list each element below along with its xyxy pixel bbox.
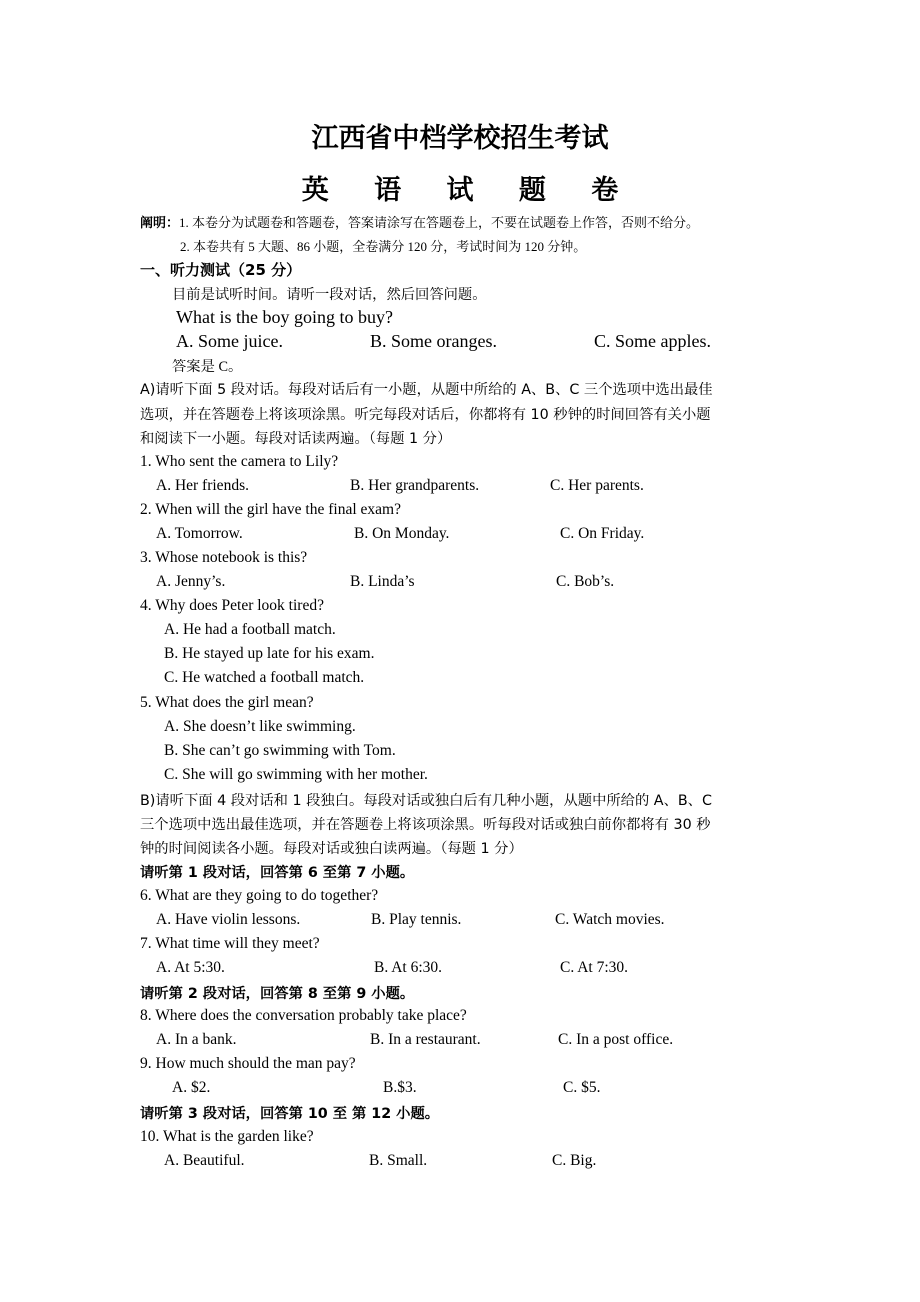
partB-line-1: B)请听下面 4 段对话和 1 段独白。每段对话或独白后有几种小题，从题中所给的 A、B、C — [140, 793, 712, 809]
q5-option-c: C. She will go swimming with her mother. — [164, 766, 428, 783]
q10-option-c: C. Big. — [552, 1152, 597, 1169]
trial-intro: 目前是试听时间。请听一段对话，然后回答问题。 — [172, 287, 487, 303]
q5-option-b: B. She can’t go swimming with Tom. — [164, 742, 396, 759]
question-9: 9. How much should the man pay? — [140, 1055, 356, 1072]
partA-line-1: A)请听下面 5 段对话。每段对话后有一小题，从题中所给的 A、B、C 三个选项中选出最佳 — [140, 382, 713, 398]
q10-option-b: B. Small. — [369, 1152, 428, 1169]
q8-option-a: A. In a bank. — [156, 1031, 237, 1048]
partB-line-2: 三个选项中选出最佳选项，并在答题卷上将该项涂黑。听每段对话或独白前你都将有 30 秒 — [140, 817, 711, 833]
trial-option-a: A. Some juice. — [176, 331, 283, 351]
q7-option-a: A. At 5:30. — [156, 959, 225, 976]
question-2: 2. When will the girl have the final exam? — [140, 501, 401, 518]
dialog-header-2: 请听第 2 段对话，回答第 8 至第 9 小题。 — [140, 986, 415, 1002]
q6-option-a: A. Have violin lessons. — [156, 911, 301, 928]
q6-option-b: B. Play tennis. — [371, 911, 462, 928]
partA-line-2: 选项，并在答题卷上将该项涂黑。听完每段对话后，你都将有 10 秒钟的时间回答有关小题 — [140, 407, 711, 423]
q3-option-c: C. Bob’s. — [556, 573, 615, 590]
q1-option-a: A. Her friends. — [156, 477, 249, 494]
q8-option-c: C. In a post office. — [558, 1031, 674, 1048]
q9-option-a: A. $2. — [172, 1079, 211, 1096]
q3-option-b: B. Linda’s — [350, 573, 415, 590]
trial-option-b: B. Some oranges. — [370, 331, 497, 351]
q4-option-a: A. He had a football match. — [164, 621, 336, 638]
question-10: 10. What is the garden like? — [140, 1128, 314, 1145]
question-8: 8. Where does the conversation probably take place? — [140, 1007, 467, 1024]
section-heading: 一、听力测试（25 分） — [140, 261, 302, 279]
note-1: 1. 本卷分为试题卷和答题卷，答案请涂写在答题卷上，不要在试题卷上作答，否则不给分。 — [179, 215, 700, 230]
partB-line-3: 钟的时间阅读各小题。每段对话或独白读两遍。（每题 1 分） — [140, 841, 523, 857]
question-4: 4. Why does Peter look tired? — [140, 597, 324, 614]
note-label: 阐明： — [140, 216, 180, 231]
q9-option-c: C. $5. — [563, 1079, 601, 1096]
question-3: 3. Whose notebook is this? — [140, 549, 308, 566]
q5-option-a: A. She doesn’t like swimming. — [164, 718, 356, 735]
q6-option-c: C. Watch movies. — [555, 911, 665, 928]
exam-title: 江西省中档学校招生考试 — [311, 123, 609, 154]
q2-option-a: A. Tomorrow. — [156, 525, 243, 542]
note-2: 2. 本卷共有 5 大题、86 小题，全卷满分 120 分，考试时间为 120 分钟。 — [180, 239, 587, 254]
q4-option-b: B. He stayed up late for his exam. — [164, 645, 375, 662]
q3-option-a: A. Jenny’s. — [156, 573, 226, 590]
q4-option-c: C. He watched a football match. — [164, 669, 365, 686]
q7-option-b: B. At 6:30. — [374, 959, 443, 976]
dialog-header-1: 请听第 1 段对话，回答第 6 至第 7 小题。 — [140, 865, 415, 881]
q1-option-b: B. Her grandparents. — [350, 477, 480, 494]
trial-option-c: C. Some apples. — [594, 331, 711, 351]
question-7: 7. What time will they meet? — [140, 935, 320, 952]
trial-question: What is the boy going to buy? — [176, 307, 393, 327]
q2-option-c: C. On Friday. — [560, 525, 645, 542]
q9-option-b: B.$3. — [383, 1079, 417, 1096]
trial-answer: 答案是 C。 — [172, 359, 243, 375]
note-line-1 — [140, 212, 699, 231]
question-6: 6. What are they going to do together? — [140, 887, 379, 904]
q8-option-b: B. In a restaurant. — [370, 1031, 481, 1048]
q2-option-b: B. On Monday. — [354, 525, 450, 542]
q10-option-a: A. Beautiful. — [164, 1152, 245, 1169]
q1-option-c: C. Her parents. — [550, 477, 644, 494]
partA-line-3: 和阅读下一小题。每段对话读两遍。（每题 1 分） — [140, 431, 452, 447]
q7-option-c: C. At 7:30. — [560, 959, 629, 976]
question-5: 5. What does the girl mean? — [140, 694, 314, 711]
exam-subtitle: 英 语 试 题 卷 — [301, 175, 637, 206]
question-1: 1. Who sent the camera to Lily? — [140, 453, 339, 470]
dialog-header-3: 请听第 3 段对话，回答第 10 至 第 12 小题。 — [140, 1106, 440, 1122]
